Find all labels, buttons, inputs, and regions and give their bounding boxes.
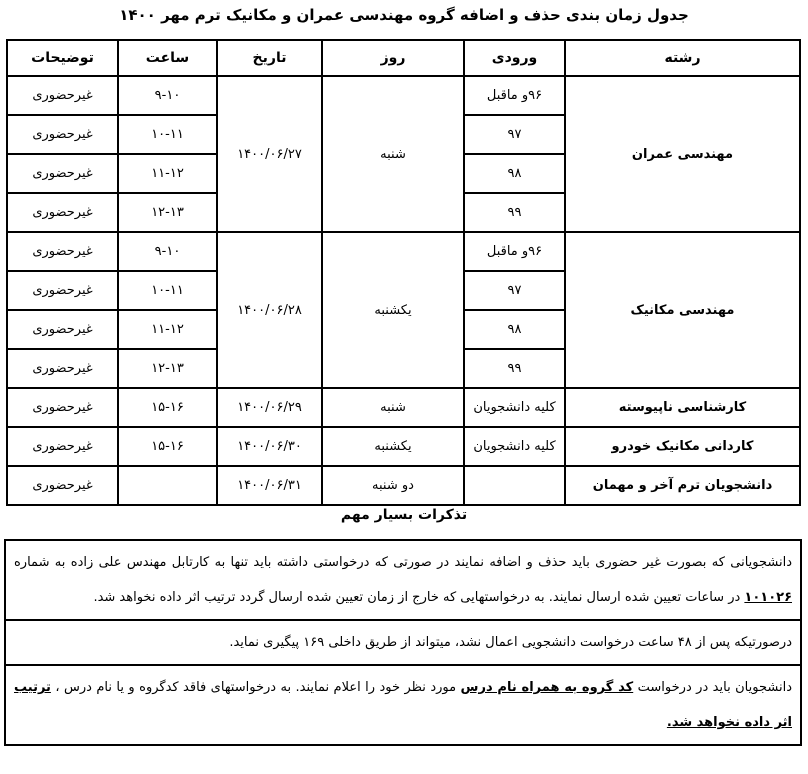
header-date: تاریخ [217,40,322,76]
entry-cell: ۹۶و ماقبل [464,232,565,271]
time-cell: ۱۵-۱۶ [118,388,217,427]
date-cell: ۱۴۰۰/۰۶/۳۰ [217,427,322,466]
table-row [7,76,800,115]
entry-cell: کلیه دانشجویان [464,427,565,466]
header-day: روز [322,40,464,76]
notes-cell: غیرحضوری [7,232,118,271]
note-item: درصورتیکه پس از ۴۸ ساعت درخواست دانشجویی اعمال نشد، میتواند از طریق داخلی ۱۶۹ پیگیری نماید. [6,619,800,664]
time-cell: ۹-۱۰ [118,232,217,271]
time-cell: ۱۲-۱۳ [118,193,217,232]
entry-cell: ۹۸ [464,154,565,193]
entry-cell: ۹۹ [464,193,565,232]
entry-cell: ۹۶و ماقبل [464,76,565,115]
table-row [7,388,800,427]
entry-cell [464,466,565,505]
notes-cell: غیرحضوری [7,310,118,349]
date-cell: ۱۴۰۰/۰۶/۲۸ [217,232,322,388]
major-cell: مهندسی مکانیک [565,232,800,388]
entry-cell: ۹۹ [464,349,565,388]
major-cell: دانشجویان ترم آخر و مهمان [565,466,800,505]
time-cell: ۱۰-۱۱ [118,271,217,310]
entry-cell: ۹۸ [464,310,565,349]
header-major: رشته [565,40,800,76]
date-cell: ۱۴۰۰/۰۶/۳۱ [217,466,322,505]
time-cell: ۱۵-۱۶ [118,427,217,466]
major-cell: کارشناسی ناپیوسته [565,388,800,427]
table-row [7,427,800,466]
notes-cell: غیرحضوری [7,349,118,388]
entry-cell: ۹۷ [464,271,565,310]
day-cell: یکشنبه [322,427,464,466]
notes-cell: غیرحضوری [7,466,118,505]
notes-cell: غیرحضوری [7,271,118,310]
header-entry: ورودی [464,40,565,76]
notes-box [4,539,802,746]
cartable-number: ۱۰۱۰۲۶ [744,590,792,605]
notes-cell: غیرحضوری [7,154,118,193]
major-cell: کاردانی مکانیک خودرو [565,427,800,466]
notes-heading: تذکرات بسیار مهم [340,507,468,523]
note-item [6,664,800,744]
emphasis-text: کد گروه به همراه نام درس [460,680,634,695]
notes-cell: غیرحضوری [7,388,118,427]
note-item [6,541,800,619]
time-cell: ۹-۱۰ [118,76,217,115]
date-cell: ۱۴۰۰/۰۶/۲۷ [217,76,322,232]
entry-cell: کلیه دانشجویان [464,388,565,427]
notes-cell: غیرحضوری [7,427,118,466]
header-time: ساعت [118,40,217,76]
document-title: جدول زمان بندی حذف و اضافه گروه مهندسی عمران و مکانیک ترم مهر ۱۴۰۰ [119,6,689,24]
table-header-row [7,40,800,76]
notes-cell: غیرحضوری [7,193,118,232]
major-cell: مهندسی عمران [565,76,800,232]
table-row [7,466,800,505]
emphasis-text: ترتیب اثر داده نخواهد شد. [14,680,792,730]
entry-cell: ۹۷ [464,115,565,154]
day-cell: شنبه [322,388,464,427]
time-cell: ۱۱-۱۲ [118,154,217,193]
time-cell: ۱۱-۱۲ [118,310,217,349]
day-cell: شنبه [322,76,464,232]
date-cell: ۱۴۰۰/۰۶/۲۹ [217,388,322,427]
schedule-table [6,39,801,506]
note-text: دانشجویان باید در درخواست [633,680,792,695]
day-cell: دو شنبه [322,466,464,505]
header-notes: توضیحات [7,40,118,76]
time-cell [118,466,217,505]
day-cell: یکشنبه [322,232,464,388]
time-cell: ۱۲-۱۳ [118,349,217,388]
note-text: دانشجویانی که بصورت غیر حضوری باید حذف و اضافه نمایند در صورتی که درخواستی داشته باید تنها به کارتابل مهندس علی زاده به شماره [14,555,792,570]
table-row [7,232,800,271]
time-cell: ۱۰-۱۱ [118,115,217,154]
notes-cell: غیرحضوری [7,76,118,115]
note-text: مورد نظر خود را اعلام نمایند. به درخواستهای فاقد کدگروه و یا نام درس ، [50,680,461,695]
notes-cell: غیرحضوری [7,115,118,154]
note-text: در ساعات تعیین شده ارسال نمایند. به درخواستهایی که خارج از زمان تعیین شده ارسال گردد ترتیب اثر داده نخواهد شد. [93,590,745,605]
